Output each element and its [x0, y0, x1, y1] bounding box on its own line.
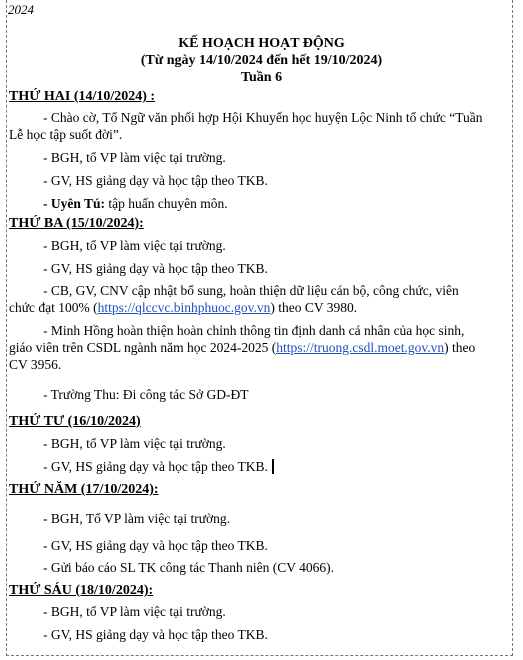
tuesday-item-3-suffix: ) theo CV 3980.	[270, 300, 358, 315]
wednesday-item-2	[43, 459, 274, 475]
week-label: Tuần 6	[240, 70, 283, 85]
monday-item-3: - GV, HS giảng dạy và học tập theo TKB.	[43, 173, 268, 188]
person-name: - Uyên Tú:	[43, 196, 106, 211]
wednesday-item-1: - BGH, tổ VP làm việc tại trường.	[43, 436, 226, 451]
day-heading-tuesday: THỨ BA (15/10/2024):	[9, 216, 144, 231]
thursday-item-1: - BGH, Tổ VP làm việc tại trường.	[43, 511, 231, 526]
link-qlccvc[interactable]: https://qlccvc.binhphuoc.gov.vn	[97, 300, 271, 315]
tuesday-item-3: - CB, GV, CNV cập nhật bổ sung, hoàn thiện dữ liệu cán bộ, công chức, viên	[43, 283, 459, 298]
tuesday-item-4: - Minh Hồng hoàn thiện hoàn chỉnh thông tin định danh cá nhân của học sinh,	[43, 323, 465, 338]
monday-item-4	[43, 196, 228, 212]
tuesday-item-2: - GV, HS giảng dạy và học tập theo TKB.	[43, 261, 268, 276]
top-year: 2024	[8, 2, 34, 17]
tuesday-item-3-cont	[9, 300, 357, 316]
day-heading-wednesday: THỨ TƯ (16/10/2024)	[9, 414, 141, 429]
page-title: KẾ HOẠCH HOẠT ĐỘNG	[178, 36, 345, 51]
day-heading-monday: THỨ HAI (14/10/2024) :	[9, 89, 156, 104]
wednesday-item-2-text: - GV, HS giảng dạy và học tập theo TKB.	[43, 459, 268, 474]
monday-item-1-cont: Lễ học tập suốt đời”.	[9, 127, 123, 142]
link-csdl-moet[interactable]: https://truong.csdl.moet.gov.vn	[276, 340, 445, 355]
thursday-item-3: - Gửi báo cáo SL TK công tác Thanh niên (CV 4066).	[43, 560, 335, 575]
friday-item-2: - GV, HS giảng dạy và học tập theo TKB.	[43, 627, 268, 642]
friday-item-1: - BGH, tổ VP làm việc tại trường.	[43, 604, 226, 619]
top-cut-line	[8, 2, 34, 18]
tuesday-item-4-prefix: giáo viên trên CSDL ngành năm học 2024-2025 (	[9, 340, 277, 355]
monday-item-1: - Chào cờ, Tổ Ngữ văn phối hợp Hội Khuyến học huyện Lộc Ninh tổ chức “Tuần	[43, 110, 483, 125]
tuesday-item-4-cont2: CV 3956.	[9, 357, 62, 372]
day-heading-friday: THỨ SÁU (18/10/2024):	[9, 583, 154, 598]
text-cursor	[272, 459, 274, 474]
date-range: (Từ ngày 14/10/2024 đến hết 19/10/2024)	[140, 53, 383, 68]
tuesday-item-5: - Trường Thu: Đi công tác Sở GD-ĐT	[43, 387, 249, 402]
monday-item-2: - BGH, tổ VP làm việc tại trường.	[43, 150, 226, 165]
tuesday-item-3-prefix: chức đạt 100% (	[9, 300, 98, 315]
monday-item-4-text: tập huấn chuyên môn.	[105, 196, 228, 211]
thursday-item-2: - GV, HS giảng dạy và học tập theo TKB.	[43, 538, 268, 553]
tuesday-item-1: - BGH, tổ VP làm việc tại trường.	[43, 238, 226, 253]
tuesday-item-4-cont	[9, 340, 475, 356]
day-heading-thursday: THỨ NĂM (17/10/2024):	[9, 482, 159, 497]
tuesday-item-4-suffix: ) theo	[444, 340, 476, 355]
